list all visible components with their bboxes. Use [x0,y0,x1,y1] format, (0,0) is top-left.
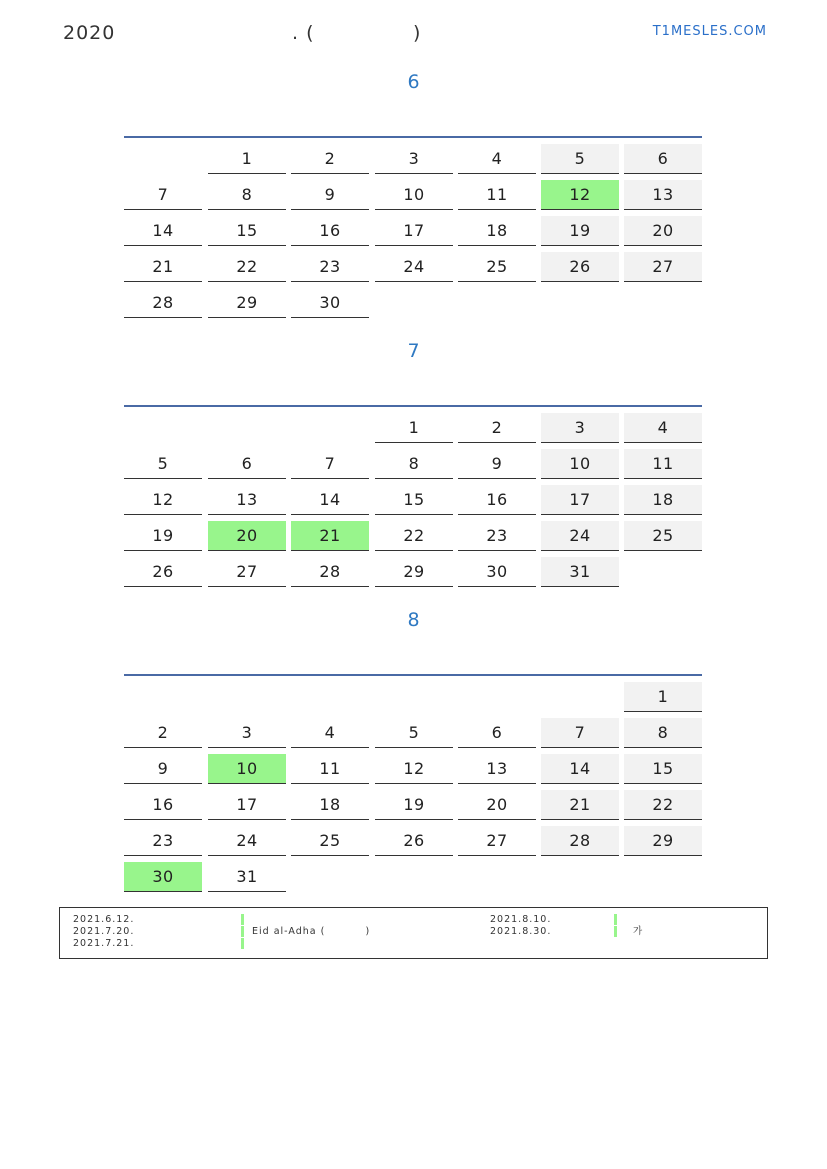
empty-day-cell [375,288,453,317]
day-cell[interactable]: 26 [375,826,453,856]
week-row [124,144,704,180]
week-row [124,826,704,862]
day-cell[interactable]: 5 [541,144,619,174]
day-cell[interactable]: 16 [291,216,369,246]
empty-day-cell [541,862,619,891]
legend-date: 2021.8.10. [490,914,552,925]
holiday-marker [241,914,244,925]
day-cell[interactable]: 31 [541,557,619,587]
day-cell[interactable]: 11 [458,180,536,210]
day-cell[interactable]: 2 [458,413,536,443]
legend-holiday-name: Eid al-Adha ( ) [252,926,371,937]
day-cell[interactable]: 6 [624,144,702,174]
legend-date: 2021.8.30. [490,926,552,937]
month-rule [124,405,702,407]
day-cell[interactable]: 10 [375,180,453,210]
month-rule [124,136,702,138]
day-cell[interactable]: 16 [124,790,202,820]
year-title: 2020 [63,22,116,44]
empty-day-cell [291,862,369,891]
week-row [124,485,704,521]
month-rule [124,674,702,676]
empty-day-cell [375,682,453,711]
week-row [124,790,704,826]
day-cell[interactable]: 12 [124,485,202,515]
day-cell[interactable]: 30 [291,288,369,318]
empty-day-cell [541,288,619,317]
day-cell[interactable]: 30 [124,862,202,892]
day-cell[interactable]: 22 [375,521,453,551]
day-cell[interactable]: 19 [541,216,619,246]
legend-date: 2021.7.20. [73,926,135,937]
week-row [124,754,704,790]
legend-holiday-name: 가 [633,926,644,937]
day-cell[interactable]: 1 [375,413,453,443]
day-cell[interactable]: 8 [624,718,702,748]
week-row [124,718,704,754]
day-cell[interactable]: 15 [208,216,286,246]
day-cell[interactable]: 2 [124,718,202,748]
day-cell[interactable]: 21 [291,521,369,551]
legend-date: 2021.6.12. [73,914,135,925]
day-cell[interactable]: 20 [458,790,536,820]
day-cell[interactable]: 20 [208,521,286,551]
day-cell[interactable]: 22 [624,790,702,820]
day-cell[interactable]: 13 [624,180,702,210]
month-grid [124,413,704,593]
day-cell[interactable]: 11 [291,754,369,784]
day-cell[interactable]: 14 [291,485,369,515]
day-cell[interactable]: 6 [208,449,286,479]
day-cell[interactable]: 1 [208,144,286,174]
day-cell[interactable]: 29 [624,826,702,856]
day-cell[interactable]: 18 [624,485,702,515]
week-row [124,216,704,252]
month-title: 8 [407,609,420,631]
holiday-marker [241,926,244,937]
empty-day-cell [375,862,453,891]
month-grid [124,144,704,324]
week-row [124,449,704,485]
day-cell[interactable]: 12 [541,180,619,210]
day-cell[interactable]: 17 [541,485,619,515]
day-cell[interactable]: 8 [375,449,453,479]
day-cell[interactable]: 15 [624,754,702,784]
day-cell[interactable]: 27 [458,826,536,856]
holiday-marker [241,938,244,949]
day-cell[interactable]: 9 [458,449,536,479]
day-cell[interactable]: 2 [291,144,369,174]
day-cell[interactable]: 16 [458,485,536,515]
day-cell[interactable]: 19 [375,790,453,820]
month-title: 6 [407,71,420,93]
week-row [124,413,704,449]
day-cell[interactable]: 6 [458,718,536,748]
holiday-legend [59,907,768,959]
day-cell[interactable]: 4 [291,718,369,748]
day-cell[interactable]: 23 [124,826,202,856]
day-cell[interactable]: 17 [208,790,286,820]
site-link[interactable]: T1MESLES.COM [652,24,767,39]
day-cell[interactable]: 29 [208,288,286,318]
day-cell[interactable]: 9 [291,180,369,210]
month-grid [124,682,704,898]
day-cell[interactable]: 28 [291,557,369,587]
day-cell[interactable]: 27 [624,252,702,282]
day-cell[interactable]: 21 [124,252,202,282]
day-cell[interactable]: 19 [124,521,202,551]
day-cell[interactable]: 17 [375,216,453,246]
day-cell[interactable]: 12 [375,754,453,784]
day-cell[interactable]: 25 [458,252,536,282]
day-cell[interactable]: 10 [208,754,286,784]
empty-day-cell [458,862,536,891]
week-row [124,682,704,718]
day-cell[interactable]: 9 [124,754,202,784]
week-row [124,862,704,898]
empty-day-cell [624,288,702,317]
day-cell[interactable]: 23 [458,521,536,551]
day-cell[interactable]: 1 [624,682,702,712]
day-cell[interactable]: 28 [124,288,202,318]
day-cell[interactable]: 11 [624,449,702,479]
month-title: 7 [407,340,420,362]
day-cell[interactable]: 3 [541,413,619,443]
empty-day-cell [124,682,202,711]
day-cell[interactable]: 14 [124,216,202,246]
day-cell[interactable]: 10 [541,449,619,479]
day-cell[interactable]: 3 [208,718,286,748]
holiday-marker [614,914,617,925]
empty-day-cell [541,682,619,711]
week-row [124,521,704,557]
empty-day-cell [624,862,702,891]
day-cell[interactable]: 4 [624,413,702,443]
day-cell[interactable]: 30 [458,557,536,587]
title-parenthetical: . ( ) [292,22,422,44]
day-cell[interactable]: 4 [458,144,536,174]
day-cell[interactable]: 23 [291,252,369,282]
empty-day-cell [208,682,286,711]
holiday-marker [614,926,617,937]
day-cell[interactable]: 7 [291,449,369,479]
day-cell[interactable]: 25 [291,826,369,856]
day-cell[interactable]: 18 [291,790,369,820]
day-cell[interactable]: 13 [458,754,536,784]
empty-day-cell [124,144,202,173]
empty-day-cell [208,413,286,442]
legend-date: 2021.7.21. [73,938,135,949]
empty-day-cell [458,288,536,317]
week-row [124,180,704,216]
empty-day-cell [458,682,536,711]
day-cell[interactable]: 24 [541,521,619,551]
empty-day-cell [291,682,369,711]
day-cell[interactable]: 25 [624,521,702,551]
day-cell[interactable]: 3 [375,144,453,174]
day-cell[interactable]: 7 [124,180,202,210]
day-cell[interactable]: 5 [124,449,202,479]
day-cell[interactable]: 26 [124,557,202,587]
day-cell[interactable]: 22 [208,252,286,282]
day-cell[interactable]: 29 [375,557,453,587]
day-cell[interactable]: 28 [541,826,619,856]
day-cell[interactable]: 18 [458,216,536,246]
day-cell[interactable]: 21 [541,790,619,820]
day-cell[interactable]: 24 [208,826,286,856]
week-row [124,252,704,288]
day-cell[interactable]: 13 [208,485,286,515]
page-header [0,20,827,48]
day-cell[interactable]: 20 [624,216,702,246]
week-row [124,288,704,324]
day-cell[interactable]: 15 [375,485,453,515]
day-cell[interactable]: 14 [541,754,619,784]
day-cell[interactable]: 26 [541,252,619,282]
empty-day-cell [624,557,702,586]
day-cell[interactable]: 5 [375,718,453,748]
empty-day-cell [124,413,202,442]
week-row [124,557,704,593]
day-cell[interactable]: 24 [375,252,453,282]
day-cell[interactable]: 7 [541,718,619,748]
day-cell[interactable]: 27 [208,557,286,587]
day-cell[interactable]: 31 [208,862,286,892]
empty-day-cell [291,413,369,442]
day-cell[interactable]: 8 [208,180,286,210]
